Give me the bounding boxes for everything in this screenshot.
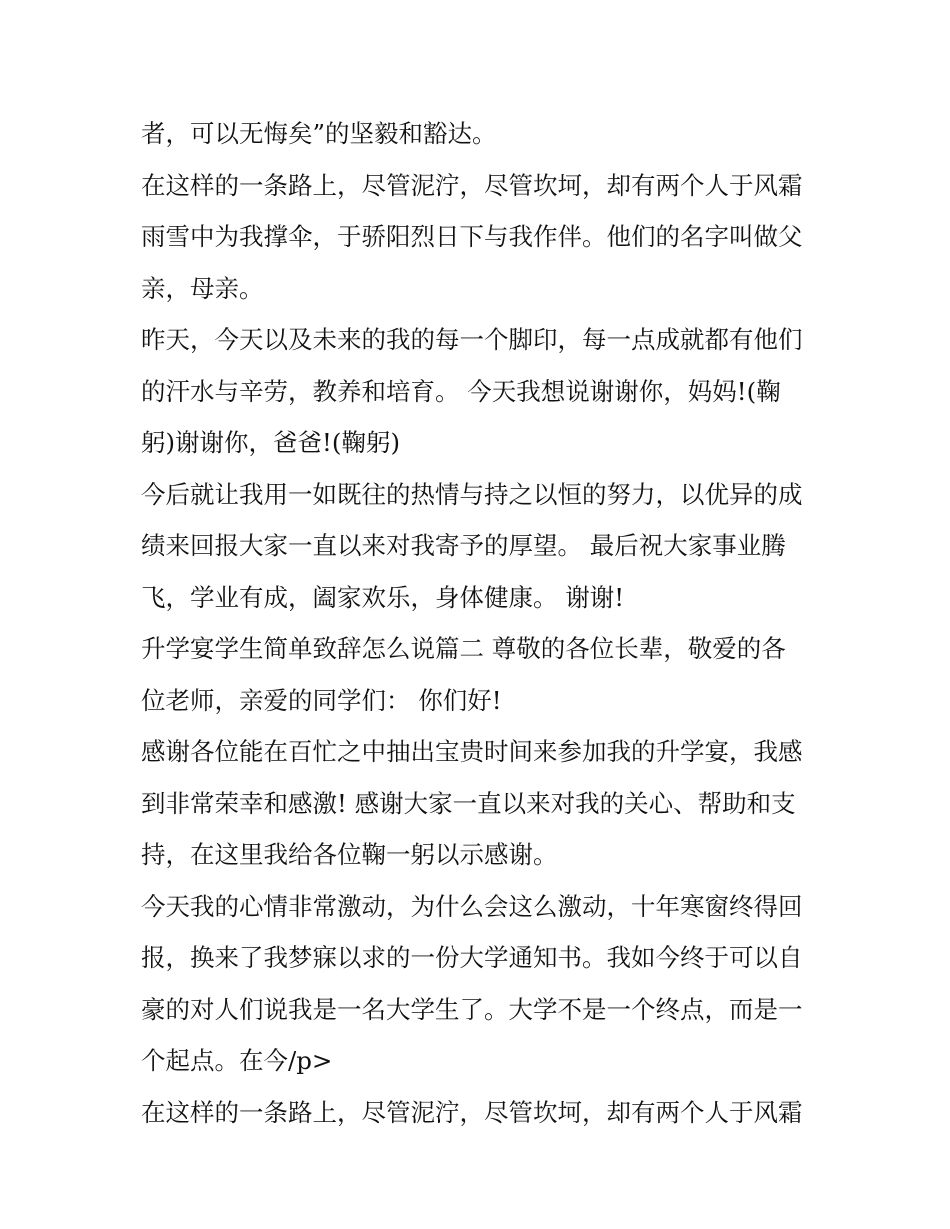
text-line-6: 的汗水与辛劳，教养和培育。 今天我想说谢谢你，妈妈!(鞠: [141, 376, 781, 406]
text-line-17: 报，换来了我梦寐以求的一份大学通知书。我如今终于可以自: [141, 943, 803, 972]
text-line-11: 升学宴学生简单致辞怎么说篇二 尊敬的各位长辈，敬爱的各: [141, 634, 786, 663]
text-line-20: 在这样的一条路上，尽管泥泞，尽管坎坷，却有两个人于风霜: [141, 1097, 803, 1127]
text-line-2: 在这样的一条路上，尽管泥泞，尽管坎坷，却有两个人于风霜: [141, 170, 803, 200]
text-line-10: 飞，学业有成，阖家欢乐，身体健康。 谢谢!: [141, 582, 625, 612]
text-line-15: 持，在这里我给各位鞠一躬以示感谢。: [141, 840, 558, 869]
text-line-1: 者，可以无悔矣”的坚毅和豁达。: [141, 119, 497, 148]
document-body: [141, 108, 821, 1138]
text-line-9: 绩来回报大家一直以来对我寄予的厚望。 最后祝大家事业腾: [141, 531, 786, 560]
text-line-3: 雨雪中为我撑伞，于骄阳烈日下与我作伴。他们的名字叫做父: [141, 222, 803, 251]
text-line-5: 昨天，今天以及未来的我的每一个脚印，每一点成就都有他们: [141, 325, 803, 354]
text-line-13: 感谢各位能在百忙之中抽出宝贵时间来参加我的升学宴，我感: [141, 737, 803, 766]
text-line-12: 位老师，亲爱的同学们： 你们好!: [141, 685, 502, 715]
text-line-7: 躬)谢谢你，爸爸!(鞠躬): [141, 428, 401, 457]
text-line-19: 个起点。在今/p>: [141, 1046, 333, 1075]
text-line-4: 亲，母亲。: [141, 273, 264, 303]
text-line-16: 今天我的心情非常激动，为什么会这么激动，十年寒窗终得回: [141, 891, 803, 921]
text-line-14: 到非常荣幸和感激! 感谢大家一直以来对我的关心、帮助和支: [141, 788, 796, 818]
text-line-18: 豪的对人们说我是一名大学生了。大学不是一个终点，而是一: [141, 994, 803, 1024]
text-line-8: 今后就让我用一如既往的热情与持之以恒的努力，以优异的成: [141, 479, 803, 509]
